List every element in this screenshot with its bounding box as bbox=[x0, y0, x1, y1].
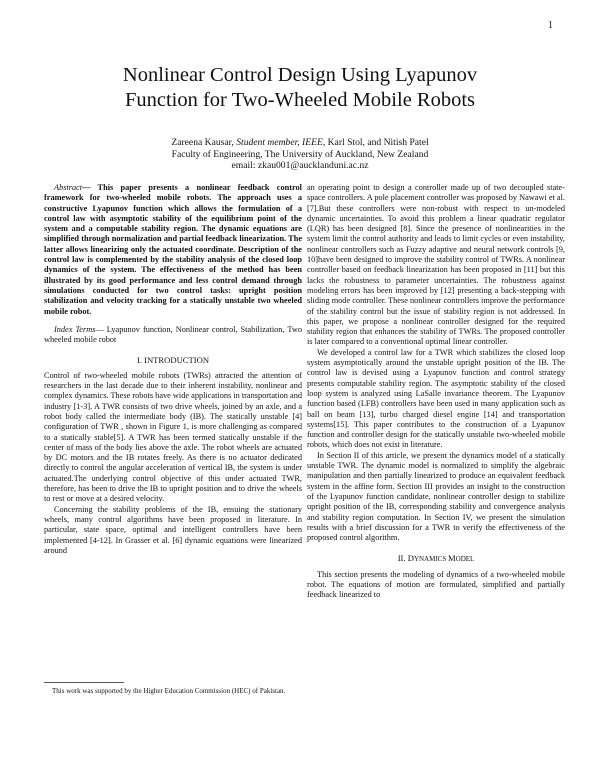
page-number: 1 bbox=[548, 20, 553, 31]
intro-paragraph-5: In Section II of this article, we present the dynamics model of a statically unstable TWR. The dynamic model is normalized to simplify the algebraic manipulation and then partially linearized to produce an equivalent feedback system in the affine form. Section III provides an insight to the construction of the Lyapunov function candidate, nonlinear controller design to stabilize upright position of the IB, corresponding stability and convergence analysis and stability region computation. In Section IV, we present the simulation results with a brief discussion for a TWR to verify the effectiveness of the proposed control algorithm. bbox=[307, 450, 565, 543]
section-2-rest-2: ODEL bbox=[455, 555, 475, 564]
section-1-heading: I. INTRODUCTION bbox=[136, 355, 210, 366]
intro-paragraph-1: Control of two-wheeled mobile robots (TWRs) attracted the attention of researchers in the last decade due to their inherent instability, nonlinear and complex dynamics. These robots have wide applications in transportation and industry [1-3]. A TWR consists of two drive wheels, joined by an axle, and a robot body called the intermediate body (IB). The statically unstable [4] configuration of TWR , shown in Figure 1, is more challenging as compared to a statically stable[5]. A TWR has been termed statically unstable if the center of mass of the body lies above the axle. The robot wheels are actuated by DC motors and the IB rotates freely. As there is no actuator dedicated directly to control the angular acceleration of vertical IB, the system is under actuated.The underlying control objective of this under actuated TWR, therefore, has been to drive the IB to upright position and to drive the wheels to rest or move at a desired velocity. bbox=[44, 370, 302, 504]
author-block bbox=[40, 137, 560, 172]
co-authors: Karl Stol, and Nitish Patel bbox=[325, 137, 429, 148]
author-1: Zareena Kausar, bbox=[171, 137, 237, 148]
index-terms bbox=[44, 325, 302, 346]
right-column bbox=[307, 183, 565, 601]
index-terms-label: Index Terms bbox=[54, 324, 96, 334]
affiliation: Faculty of Engineering, The University of Auckland, New Zealand bbox=[171, 148, 429, 160]
section-2-number: II. bbox=[397, 553, 408, 564]
abstract bbox=[44, 183, 302, 317]
section-2-heading bbox=[307, 553, 565, 564]
footnote: This work was supported by the Higher Education Commission (HEC) of Pakistan. bbox=[52, 687, 286, 695]
index-terms-text: — Lyapunov function, Nonlinear control, Stabilization, Two wheeled mobile robot bbox=[44, 324, 302, 345]
paper-title bbox=[40, 63, 560, 113]
title-line-2: Function for Two-Wheeled Mobile Robots bbox=[124, 89, 476, 111]
abstract-label: Abstract bbox=[54, 183, 83, 192]
abstract-text: — This paper presents a nonlinear feedback control framework for two-wheeled mobile robots. The approach uses a constructive Lyapunov function which allows the formulation of a control law with asymptotic stability of the equilibrium point of the system and a computable stability region. The dynamic equations are simplified through normalization and partial feedback linearization. The latter allows linearizing only the actuated coordinate. Description of the control law is complemented by the stability analysis of the closed loop dynamics of the system. The effectiveness of the method has been illustrated by its good performance and less control demand through simulations conducted for two control tasks: upright position stabilization and velocity tracking for a statically unstable two wheeled mobile robot. bbox=[44, 183, 302, 316]
footnote-divider bbox=[44, 682, 124, 683]
section-2-cap-1: D bbox=[407, 553, 414, 564]
email: email: zkau001@aucklanduni.ac.nz bbox=[231, 160, 369, 171]
intro-paragraph-3: an operating point to design a controller made up of two decoupled state-space controllers. A pole placement controller was proposed by Nawawi et al. [7].But these controllers were non-robust with respect to un-modeled dynamic uncertainties. To avoid this problem a linear quadratic regulator (LQR) has been designed [8]. Since the presence of nonlinearities in the system limit the control authority and leads to limit cycles or even instability, nonlinear controllers such as Fuzzy adaptive and neural network controls [9, 10]have been designed to improve the stability control of TWRs. A nonlinear controller based on feedback linearization has been proposed in [11] but this lacks the robustness to parameter uncertainties. The robustness against modeling errors has been improved by [12] presenting a back-stepping with sliding mode controller. These nonlinear controllers improve the performance of the stability control but the issue of stability region is not addressed. In this paper, we propose a nonlinear controller designed for the required stability region that enhances the stability of TWRs. The proposed controller is later compared to a conventional optimal linear controller. bbox=[307, 183, 565, 347]
intro-paragraph-2: Concerning the stability problems of the IB, ensuing the stationary wheels, many control algorithms have been proposed in literature. In particular, state space, optimal and intelligent controllers have been implemented [4-12]. In Grasser et al. [6] dynamic equations were linearized around bbox=[44, 504, 302, 555]
author-names bbox=[40, 137, 560, 149]
section-2-cap-2: M bbox=[447, 553, 456, 564]
left-column bbox=[44, 183, 302, 556]
section-2-rest-1: YNAMICS bbox=[413, 555, 448, 564]
intro-paragraph-4: We developed a control law for a TWR which stabilizes the closed loop system asymptotically around the unstable upright position of the IB. The control law is devised using a Lyapunov function and control strategy presents computable stability region. The asymptotic stability of the closed loop system is analyzed using LaSalle invariance theorem. The Lyapunov function based (LFB) controllers have been used in many application such as ball on beam [13], turbo charged diesel engine [14] and transportation systems[15]. This paper contributes to the construction of a Lyapunov function and controller design for the statically unstable two-wheeled mobile robots, which does not exist in literature. bbox=[307, 347, 565, 450]
author-1-role: Student member, IEEE, bbox=[236, 137, 326, 148]
title-line-1: Nonlinear Control Design Using Lyapunov bbox=[122, 64, 478, 86]
section-2-paragraph-1: This section presents the modeling of dynamics of a two-wheeled mobile robot. The equations of motion are formulated, simplified and partially feedback linearized to bbox=[307, 569, 565, 600]
